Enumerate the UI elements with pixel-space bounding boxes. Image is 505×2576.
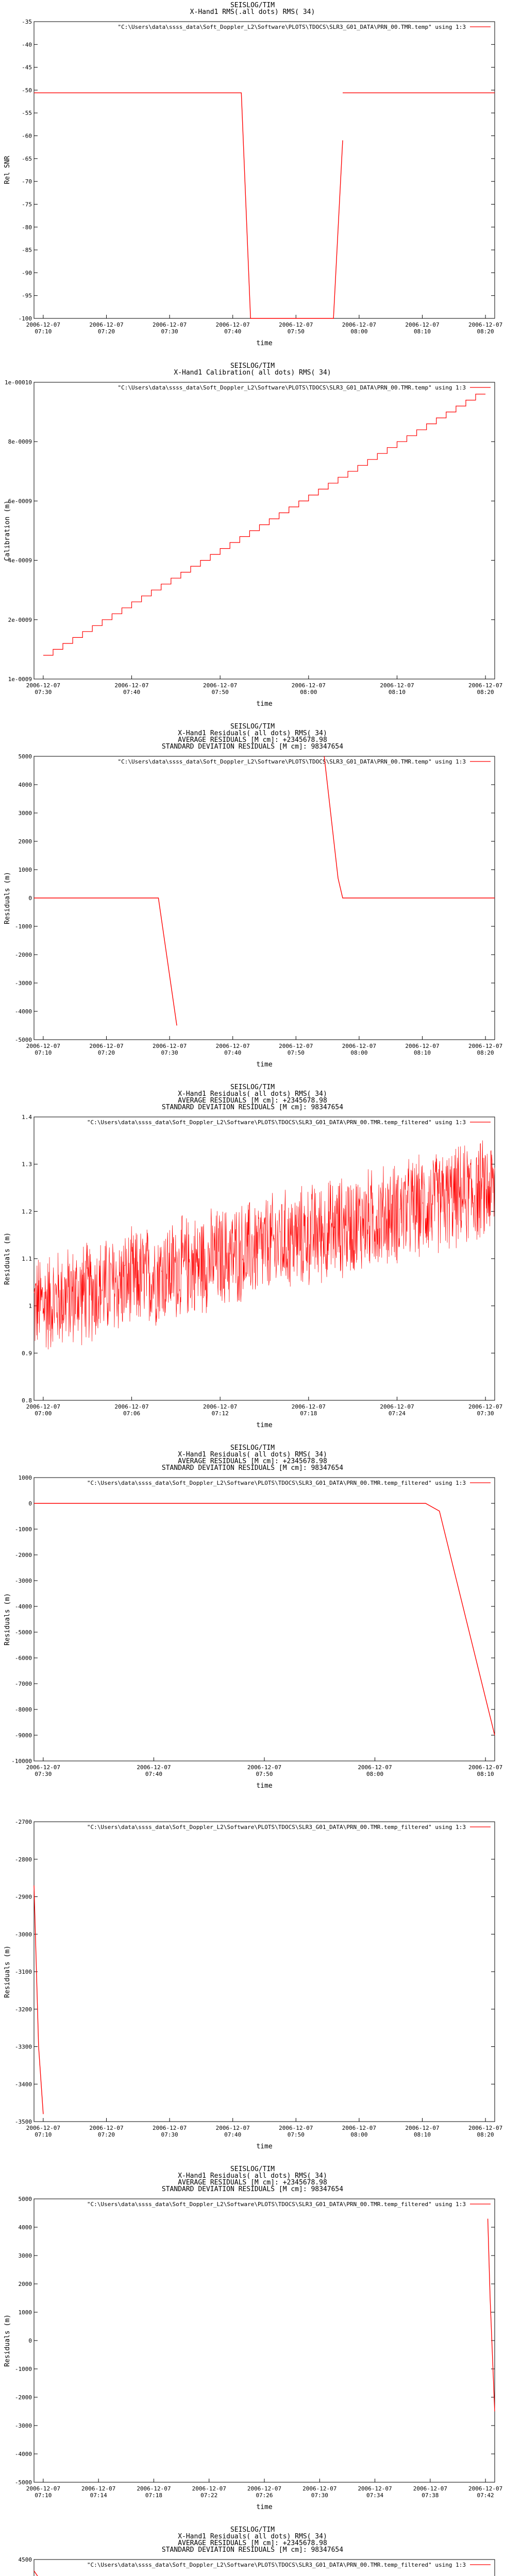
chart-svg bbox=[0, 361, 505, 721]
series-line bbox=[43, 394, 485, 655]
x-tick-label: 2006-12-07 bbox=[468, 2485, 503, 2492]
y-tick-label: -1000 bbox=[14, 923, 32, 930]
x-tick-label: 07:30 bbox=[161, 2131, 178, 2138]
chart-svg bbox=[0, 2524, 505, 2576]
x-tick-label: 2006-12-07 bbox=[468, 1764, 503, 1771]
chart-panel-4 bbox=[0, 1082, 505, 1443]
x-tick-label: 07:30 bbox=[161, 1049, 178, 1056]
x-tick-label: 2006-12-07 bbox=[405, 2125, 440, 2131]
x-tick-label: 2006-12-07 bbox=[89, 2125, 124, 2131]
x-tick-label: 2006-12-07 bbox=[89, 321, 124, 328]
chart-title: SEISLOG/TIM bbox=[230, 2, 275, 9]
x-tick-label: 08:00 bbox=[350, 2131, 368, 2138]
x-tick-label: 08:20 bbox=[477, 2131, 494, 2138]
x-tick-label: 2006-12-07 bbox=[279, 2125, 313, 2131]
plot-frame bbox=[34, 2199, 495, 2482]
x-tick-label: 2006-12-07 bbox=[81, 2485, 116, 2492]
x-tick-label: 07:40 bbox=[224, 1049, 242, 1056]
y-tick-label: -3500 bbox=[14, 2119, 32, 2125]
y-tick-label: 5000 bbox=[18, 753, 32, 760]
x-tick-label: 07:50 bbox=[287, 328, 305, 335]
x-tick-label: 2006-12-07 bbox=[215, 2125, 250, 2131]
y-tick-label: -8000 bbox=[14, 1706, 32, 1713]
x-tick-label: 2006-12-07 bbox=[279, 321, 313, 328]
x-tick-label: 07:18 bbox=[145, 2492, 163, 2499]
x-tick-label: 07:12 bbox=[211, 1410, 229, 1417]
y-tick-label: -55 bbox=[22, 110, 32, 117]
series-line bbox=[34, 1141, 495, 1350]
x-tick-label: 2006-12-07 bbox=[114, 1403, 149, 1410]
y-tick-label: -2900 bbox=[14, 1893, 32, 1901]
x-tick-label: 2006-12-07 bbox=[291, 1403, 326, 1410]
y-tick-label: -90 bbox=[22, 269, 32, 277]
y-tick-label: -2700 bbox=[14, 1819, 32, 1825]
series-line bbox=[34, 93, 343, 318]
x-axis-label: time bbox=[256, 700, 273, 708]
chart-title: STANDARD DEVIATION RESIDUALS [M cm]: 98347654 bbox=[161, 1464, 344, 1472]
x-tick-label: 07:30 bbox=[35, 689, 52, 696]
x-tick-label: 08:20 bbox=[477, 1049, 494, 1056]
y-tick-label: 4000 bbox=[18, 782, 32, 788]
y-tick-label: 8e-0009 bbox=[8, 438, 32, 446]
chart-title: SEISLOG/TIM bbox=[230, 1444, 275, 1452]
y-tick-label: -5000 bbox=[14, 1037, 32, 1043]
chart-title: X-Hand1 Residuals( all dots) RMS( 34) bbox=[178, 730, 327, 737]
plot-frame bbox=[34, 1117, 495, 1400]
y-tick-label: 4000 bbox=[18, 2224, 32, 2231]
series-line bbox=[34, 1886, 43, 2114]
x-tick-label: 07:26 bbox=[256, 2492, 273, 2499]
y-axis-label: Residuals (m) bbox=[4, 1945, 11, 1998]
y-tick-label: 2e-0009 bbox=[8, 616, 32, 623]
y-tick-label: -40 bbox=[22, 41, 32, 48]
x-tick-label: 2006-12-07 bbox=[26, 1043, 60, 1049]
y-tick-label: -85 bbox=[22, 247, 32, 254]
x-tick-label: 08:10 bbox=[413, 328, 431, 335]
plot-frame bbox=[34, 22, 495, 318]
x-tick-label: 2006-12-07 bbox=[342, 321, 377, 328]
x-tick-label: 2006-12-07 bbox=[152, 1043, 187, 1049]
y-tick-label: 0 bbox=[28, 895, 32, 902]
y-tick-label: -4000 bbox=[14, 2451, 32, 2458]
x-tick-label: 07:20 bbox=[97, 1049, 115, 1056]
chart-svg bbox=[0, 2164, 505, 2524]
x-tick-label: 07:50 bbox=[256, 1771, 273, 1777]
chart-title: SEISLOG/TIM bbox=[230, 723, 275, 731]
x-tick-label: 2006-12-07 bbox=[279, 1043, 313, 1049]
x-tick-label: 2006-12-07 bbox=[380, 1403, 414, 1410]
chart-title: STANDARD DEVIATION RESIDUALS [M cm]: 98347654 bbox=[161, 2546, 344, 2554]
x-tick-label: 08:00 bbox=[350, 1049, 368, 1056]
x-tick-label: 2006-12-07 bbox=[26, 682, 60, 689]
x-tick-label: 2006-12-07 bbox=[468, 321, 503, 328]
x-tick-label: 08:00 bbox=[300, 689, 317, 696]
x-tick-label: 2006-12-07 bbox=[26, 1764, 60, 1771]
y-tick-label: -4000 bbox=[14, 1008, 32, 1015]
chart-panel-8 bbox=[0, 2524, 505, 2576]
x-axis-label: time bbox=[256, 1061, 273, 1069]
series-line bbox=[34, 2571, 149, 2576]
y-tick-label: -6000 bbox=[14, 1655, 32, 1662]
y-tick-label: 1.3 bbox=[22, 1161, 32, 1168]
x-tick-label: 2006-12-07 bbox=[342, 2125, 377, 2131]
y-tick-label: 4e-0009 bbox=[8, 557, 32, 564]
x-tick-label: 07:30 bbox=[35, 1771, 52, 1777]
y-axis-label: Residuals (m) bbox=[4, 872, 11, 924]
x-tick-label: 07:18 bbox=[300, 1410, 317, 1417]
x-tick-label: 2006-12-07 bbox=[358, 1764, 392, 1771]
chart-title: AVERAGE RESIDUALS [M cm]: +2345678.98 bbox=[178, 2179, 327, 2187]
y-tick-label: 3000 bbox=[18, 2252, 32, 2259]
series-line bbox=[34, 1503, 495, 1735]
y-tick-label: 2000 bbox=[18, 2281, 32, 2287]
y-tick-label: -3400 bbox=[14, 2081, 32, 2088]
x-tick-label: 08:20 bbox=[477, 689, 494, 696]
x-tick-label: 08:10 bbox=[477, 1771, 494, 1777]
x-tick-label: 07:50 bbox=[287, 1049, 305, 1056]
x-tick-label: 07:10 bbox=[35, 1049, 52, 1056]
chart-svg bbox=[0, 1443, 505, 1803]
y-tick-label: 1.4 bbox=[22, 1114, 32, 1121]
y-tick-label: -3000 bbox=[14, 1578, 32, 1584]
chart-panel-7 bbox=[0, 2164, 505, 2524]
x-tick-label: 2006-12-07 bbox=[137, 2485, 171, 2492]
x-tick-label: 08:20 bbox=[477, 328, 494, 335]
x-tick-label: 2006-12-07 bbox=[468, 1403, 503, 1410]
x-tick-label: 07:40 bbox=[123, 689, 141, 696]
y-axis-label: Calibration (m) bbox=[4, 500, 11, 561]
x-tick-label: 07:22 bbox=[200, 2492, 218, 2499]
x-tick-label: 2006-12-07 bbox=[203, 682, 238, 689]
legend-label: "C:\Users\data\ssss_data\Soft_Doppler_L2\Software\PLOTS\TDOCS\SLR3_G01_DATA\PRN_00.TMR.temp_filtered" using 1:3 bbox=[87, 2562, 466, 2568]
x-tick-label: 2006-12-07 bbox=[468, 682, 503, 689]
chart-title: AVERAGE RESIDUALS [M cm]: +2345678.98 bbox=[178, 1458, 327, 1465]
y-axis-label: Residuals (m) bbox=[4, 2314, 11, 2367]
y-tick-label: 0 bbox=[28, 2337, 32, 2344]
x-tick-label: 2006-12-07 bbox=[203, 1403, 238, 1410]
chart-svg bbox=[0, 1082, 505, 1443]
y-tick-label: 0 bbox=[28, 1500, 32, 1507]
x-tick-label: 07:30 bbox=[161, 328, 178, 335]
x-tick-label: 08:00 bbox=[350, 328, 368, 335]
legend-label: "C:\Users\data\ssss_data\Soft_Doppler_L2\Software\PLOTS\TDOCS\SLR3_G01_DATA\PRN_00.TMR.temp" using 1:3 bbox=[117, 24, 466, 30]
chart-panel-2 bbox=[0, 361, 505, 721]
x-tick-label: 2006-12-07 bbox=[215, 321, 250, 328]
chart-title: X-Hand1 Residuals( all dots) RMS( 34) bbox=[178, 1451, 327, 1459]
x-tick-label: 2006-12-07 bbox=[405, 321, 440, 328]
series-line bbox=[488, 2219, 495, 2412]
y-tick-label: -5000 bbox=[14, 2479, 32, 2486]
x-tick-label: 2006-12-07 bbox=[152, 321, 187, 328]
x-tick-label: 07:42 bbox=[477, 2492, 494, 2499]
chart-title: STANDARD DEVIATION RESIDUALS [M cm]: 98347654 bbox=[161, 743, 344, 751]
y-tick-label: -2000 bbox=[14, 1552, 32, 1558]
x-tick-label: 07:40 bbox=[145, 1771, 163, 1777]
x-tick-label: 07:38 bbox=[422, 2492, 439, 2499]
y-tick-label: 1e-0009 bbox=[8, 676, 32, 683]
x-axis-label: time bbox=[256, 1782, 273, 1790]
y-tick-label: -5000 bbox=[14, 1629, 32, 1636]
chart-title: SEISLOG/TIM bbox=[230, 362, 275, 370]
y-tick-label: 3000 bbox=[18, 810, 32, 817]
x-tick-label: 07:06 bbox=[123, 1410, 141, 1417]
chart-title: SEISLOG/TIM bbox=[230, 1083, 275, 1091]
x-tick-label: 07:10 bbox=[35, 328, 52, 335]
x-tick-label: 07:20 bbox=[97, 328, 115, 335]
chart-title: AVERAGE RESIDUALS [M cm]: +2345678.98 bbox=[178, 1097, 327, 1105]
x-tick-label: 07:20 bbox=[97, 2131, 115, 2138]
y-tick-label: 1000 bbox=[18, 1475, 32, 1481]
y-tick-label: -50 bbox=[22, 87, 32, 94]
legend-label: "C:\Users\data\ssss_data\Soft_Doppler_L2\Software\PLOTS\TDOCS\SLR3_G01_DATA\PRN_00.TMR.temp" using 1:3 bbox=[117, 758, 466, 765]
y-tick-label: -3100 bbox=[14, 1969, 32, 1975]
y-tick-label: -3000 bbox=[14, 1931, 32, 1938]
x-tick-label: 2006-12-07 bbox=[89, 1043, 124, 1049]
chart-svg bbox=[0, 0, 505, 361]
x-tick-label: 08:00 bbox=[366, 1771, 384, 1777]
y-tick-label: -75 bbox=[22, 201, 32, 208]
y-tick-label: 2000 bbox=[18, 838, 32, 845]
y-tick-label: 6e-0009 bbox=[8, 498, 32, 505]
y-tick-label: -100 bbox=[18, 315, 32, 322]
legend-label: "C:\Users\data\ssss_data\Soft_Doppler_L2\Software\PLOTS\TDOCS\SLR3_G01_DATA\PRN_00.TMR.temp" using 1:3 bbox=[117, 384, 466, 391]
y-tick-label: -2000 bbox=[14, 2394, 32, 2401]
x-tick-label: 07:10 bbox=[35, 2131, 52, 2138]
y-tick-label: 4500 bbox=[18, 2556, 32, 2563]
legend-label: "C:\Users\data\ssss_data\Soft_Doppler_L2\Software\PLOTS\TDOCS\SLR3_G01_DATA\PRN_00.TMR.temp_filtered" using 1:3 bbox=[87, 1480, 466, 1486]
x-tick-label: 2006-12-07 bbox=[26, 2125, 60, 2131]
x-tick-label: 2006-12-07 bbox=[413, 2485, 447, 2492]
x-axis-label: time bbox=[256, 2503, 273, 2511]
x-tick-label: 2006-12-07 bbox=[247, 1764, 282, 1771]
x-tick-label: 07:30 bbox=[477, 1410, 494, 1417]
x-tick-label: 2006-12-07 bbox=[26, 2485, 60, 2492]
x-tick-label: 2006-12-07 bbox=[291, 682, 326, 689]
y-tick-label: 1e-00010 bbox=[5, 379, 32, 386]
y-tick-label: 1.1 bbox=[22, 1256, 32, 1262]
y-tick-label: 1.2 bbox=[22, 1208, 32, 1215]
x-tick-label: 07:34 bbox=[366, 2492, 384, 2499]
y-tick-label: -35 bbox=[22, 19, 32, 25]
x-tick-label: 2006-12-07 bbox=[342, 1043, 377, 1049]
chart-title: X-Hand1 RMS(.all dots) RMS( 34) bbox=[190, 8, 315, 16]
x-tick-label: 07:14 bbox=[90, 2492, 107, 2499]
y-tick-label: -1000 bbox=[14, 2366, 32, 2372]
y-tick-label: -65 bbox=[22, 155, 32, 162]
plot-frame bbox=[34, 1478, 495, 1761]
x-tick-label: 2006-12-07 bbox=[114, 682, 149, 689]
y-tick-label: -10000 bbox=[11, 1758, 32, 1765]
x-tick-label: 2006-12-07 bbox=[358, 2485, 392, 2492]
plot-frame bbox=[34, 1822, 495, 2122]
y-axis-label: Rel SNR bbox=[4, 156, 11, 184]
y-tick-label: -3200 bbox=[14, 2006, 32, 2013]
x-axis-label: time bbox=[256, 340, 273, 347]
y-tick-label: -7000 bbox=[14, 1681, 32, 1687]
x-tick-label: 2006-12-07 bbox=[26, 1403, 60, 1410]
series-line bbox=[34, 898, 177, 1026]
chart-title: X-Hand1 Residuals( all dots) RMS( 34) bbox=[178, 1090, 327, 1098]
x-tick-label: 2006-12-07 bbox=[26, 321, 60, 328]
y-axis-label: Residuals (m) bbox=[4, 1593, 11, 1646]
y-tick-label: -95 bbox=[22, 292, 32, 299]
chart-title: STANDARD DEVIATION RESIDUALS [M cm]: 98347654 bbox=[161, 1104, 344, 1111]
x-tick-label: 2006-12-07 bbox=[468, 2125, 503, 2131]
y-tick-label: -4000 bbox=[14, 1603, 32, 1610]
x-tick-label: 07:10 bbox=[35, 2492, 52, 2499]
series-line bbox=[324, 756, 495, 898]
chart-title: STANDARD DEVIATION RESIDUALS [M cm]: 98347654 bbox=[161, 2185, 344, 2193]
x-tick-label: 2006-12-07 bbox=[468, 1043, 503, 1049]
x-tick-label: 08:10 bbox=[413, 2131, 431, 2138]
chart-title: AVERAGE RESIDUALS [M cm]: +2345678.98 bbox=[178, 736, 327, 744]
x-axis-label: time bbox=[256, 1421, 273, 1429]
y-tick-label: 1000 bbox=[18, 2309, 32, 2316]
chart-title: AVERAGE RESIDUALS [M cm]: +2345678.98 bbox=[178, 2539, 327, 2547]
x-tick-label: 07:00 bbox=[35, 1410, 52, 1417]
x-tick-label: 07:50 bbox=[211, 689, 229, 696]
y-tick-label: -2000 bbox=[14, 952, 32, 958]
chart-panel-1 bbox=[0, 0, 505, 361]
chart-svg bbox=[0, 1803, 505, 2164]
chart-title: X-Hand1 Residuals( all dots) RMS( 34) bbox=[178, 2172, 327, 2180]
y-tick-label: 1000 bbox=[18, 867, 32, 873]
y-tick-label: -3000 bbox=[14, 980, 32, 987]
y-tick-label: -60 bbox=[22, 132, 32, 140]
x-tick-label: 2006-12-07 bbox=[302, 2485, 337, 2492]
x-tick-label: 2006-12-07 bbox=[215, 1043, 250, 1049]
y-tick-label: -80 bbox=[22, 224, 32, 231]
y-tick-label: 0.8 bbox=[22, 1397, 32, 1404]
chart-panel-6 bbox=[0, 1803, 505, 2164]
chart-panel-3 bbox=[0, 721, 505, 1082]
x-axis-label: time bbox=[256, 2143, 273, 2150]
x-tick-label: 08:10 bbox=[388, 689, 406, 696]
y-tick-label: -45 bbox=[22, 64, 32, 71]
x-tick-label: 07:40 bbox=[224, 328, 242, 335]
y-tick-label: -2800 bbox=[14, 1856, 32, 1863]
x-tick-label: 2006-12-07 bbox=[380, 682, 414, 689]
chart-panel-5 bbox=[0, 1443, 505, 1803]
x-tick-label: 07:40 bbox=[224, 2131, 242, 2138]
y-tick-label: -3300 bbox=[14, 2043, 32, 2050]
y-tick-label: -3000 bbox=[14, 2422, 32, 2429]
chart-title: SEISLOG/TIM bbox=[230, 2165, 275, 2173]
x-tick-label: 07:30 bbox=[311, 2492, 328, 2499]
y-tick-label: 0.9 bbox=[22, 1350, 32, 1357]
x-tick-label: 2006-12-07 bbox=[192, 2485, 226, 2492]
chart-title: SEISLOG/TIM bbox=[230, 2526, 275, 2534]
chart-title: X-Hand1 Calibration( all dots) RMS( 34) bbox=[174, 369, 331, 377]
x-tick-label: 2006-12-07 bbox=[152, 2125, 187, 2131]
x-tick-label: 2006-12-07 bbox=[137, 1764, 171, 1771]
x-tick-label: 07:50 bbox=[287, 2131, 305, 2138]
x-tick-label: 2006-12-07 bbox=[247, 2485, 282, 2492]
y-axis-label: Residuals (m) bbox=[4, 1232, 11, 1285]
y-tick-label: 5000 bbox=[18, 2196, 32, 2202]
chart-svg bbox=[0, 721, 505, 1082]
x-tick-label: 2006-12-07 bbox=[405, 1043, 440, 1049]
y-tick-label: -70 bbox=[22, 178, 32, 185]
chart-title: X-Hand1 Residuals( all dots) RMS( 34) bbox=[178, 2533, 327, 2540]
legend-label: "C:\Users\data\ssss_data\Soft_Doppler_L2\Software\PLOTS\TDOCS\SLR3_G01_DATA\PRN_00.TMR.temp_filtered" using 1:3 bbox=[87, 2201, 466, 2208]
y-tick-label: -1000 bbox=[14, 1526, 32, 1533]
y-tick-label: -9000 bbox=[14, 1732, 32, 1739]
y-tick-label: 1 bbox=[28, 1302, 32, 1310]
plot-frame bbox=[34, 382, 495, 679]
x-tick-label: 08:10 bbox=[413, 1049, 431, 1056]
legend-label: "C:\Users\data\ssss_data\Soft_Doppler_L2\Software\PLOTS\TDOCS\SLR3_G01_DATA\PRN_00.TMR.temp_filtered" using 1:3 bbox=[87, 1119, 466, 1126]
legend-label: "C:\Users\data\ssss_data\Soft_Doppler_L2\Software\PLOTS\TDOCS\SLR3_G01_DATA\PRN_00.TMR.temp_filtered" using 1:3 bbox=[87, 1824, 466, 1831]
x-tick-label: 07:24 bbox=[388, 1410, 406, 1417]
